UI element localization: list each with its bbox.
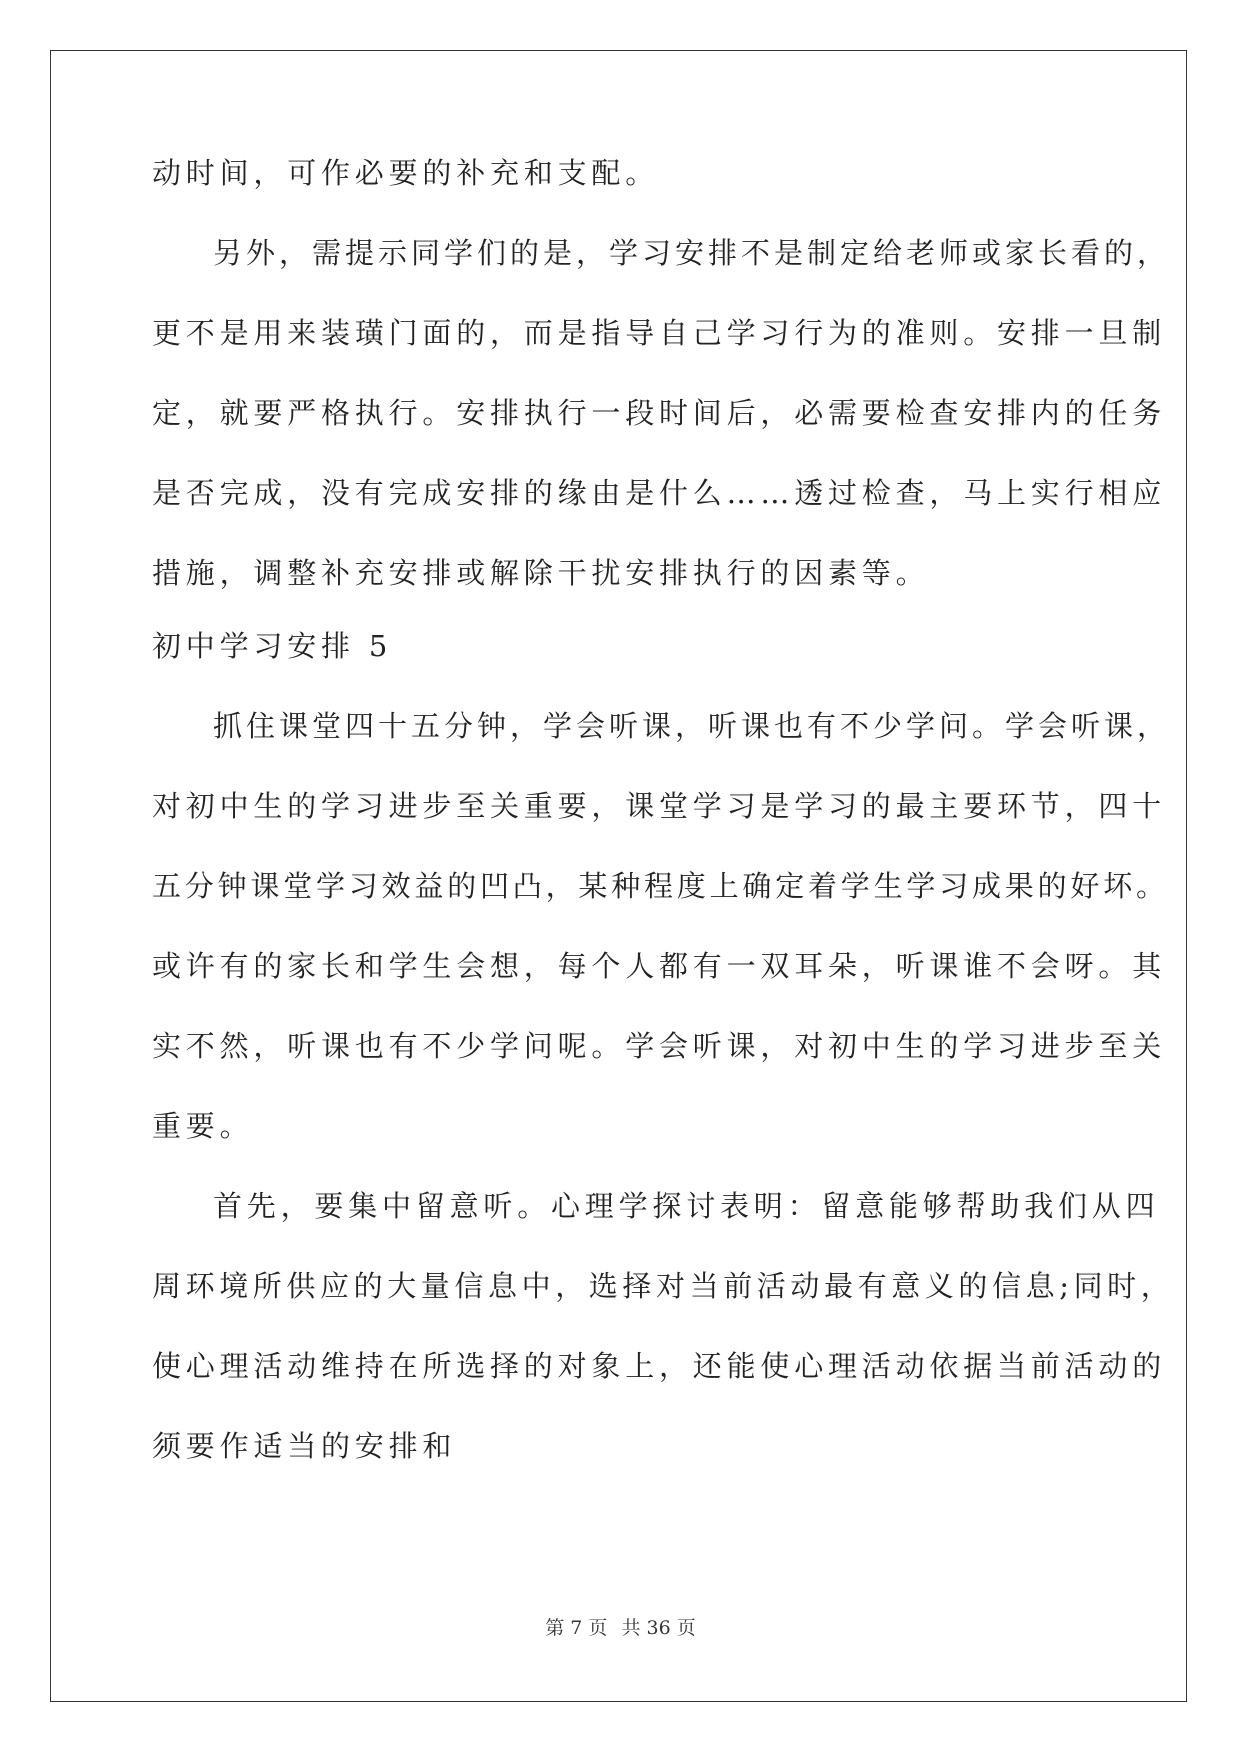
text-line-5: 是否完成，没有完成安排的缘由是什么……透过检查，马上实行相应 — [152, 476, 1167, 510]
text-line-17: 须要作适当的安排和 — [152, 1429, 457, 1463]
text-line-10: 五分钟课堂学习效益的凹凸，某种程度上确定着学生学习成果的好坏。 — [152, 869, 1169, 903]
text-line-4: 定，就要严格执行。安排执行一段时间后，必需要检查安排内的任务 — [152, 396, 1167, 430]
text-line-1: 动时间，可作必要的补充和支配。 — [152, 156, 660, 190]
total-pages: 共 36 页 — [621, 1617, 696, 1639]
text-line-13: 重要。 — [152, 1109, 254, 1143]
text-line-15: 周环境所供应的大量信息中，选择对当前活动最有意义的信息;同时， — [152, 1269, 1175, 1303]
text-line-16: 使心理活动维持在所选择的对象上，还能使心理活动依据当前活动的 — [152, 1349, 1167, 1383]
text-line-9: 对初中生的学习进步至关重要，课堂学习是学习的最主要环节，四十 — [152, 789, 1167, 823]
text-line-3: 更不是用来装璜门面的，而是指导自己学习行为的准则。安排一旦制 — [152, 316, 1167, 350]
page-number: 第 7 页 — [545, 1617, 608, 1639]
text-line-11: 或许有的家长和学生会想，每个人都有一双耳朵，听课谁不会呀。其 — [152, 949, 1167, 983]
text-line-6: 措施，调整补充安排或解除干扰安排执行的因素等。 — [152, 556, 930, 590]
text-line-14: 首先，要集中留意听。心理学探讨表明：留意能够帮助我们从四 — [213, 1189, 1160, 1223]
text-line-8: 抓住课堂四十五分钟，学会听课，听课也有不少学问。学会听课， — [213, 709, 1171, 743]
text-line-12: 实不然，听课也有不少学问呢。学会听课，对初中生的学习进步至关 — [152, 1029, 1167, 1063]
text-line-2: 另外，需提示同学们的是，学习安排不是制定给老师或家长看的， — [213, 236, 1171, 270]
page-footer — [0, 1616, 1241, 1640]
section-heading: 初中学习安排 5 — [152, 629, 393, 663]
